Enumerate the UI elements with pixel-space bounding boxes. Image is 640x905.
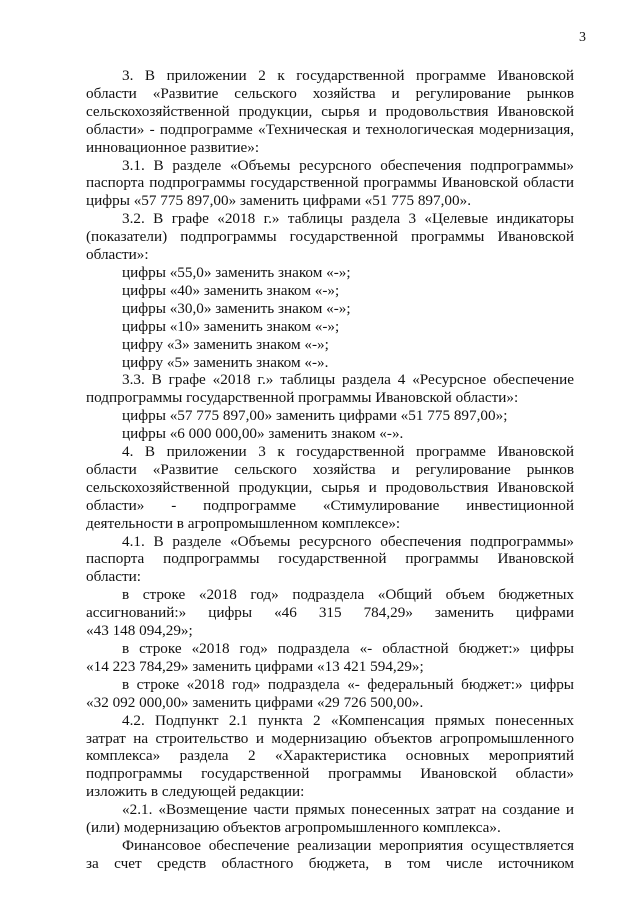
text-line: в строке «2018 год» подраздела «- областной бюджет:» цифры: [122, 640, 574, 657]
text-line: ассигнований:» цифры «46 315 784,29» заменить цифрами: [86, 604, 574, 622]
text-line: 3.2. В графе «2018 г.» таблицы раздела 3 «Целевые индикаторы: [122, 210, 574, 228]
text-line: подпрограммы государственной программы Ивановской области»: [86, 765, 574, 783]
document-body: [86, 67, 574, 873]
text-line: в строке «2018 год» подраздела «- федеральный бюджет:» цифры: [122, 675, 574, 693]
text-line: затрат на строительство и модернизацию объектов агропромышленного: [86, 729, 574, 747]
text-line: 4.1. В разделе «Объемы ресурсного обеспечения подпрограммы»: [122, 532, 574, 550]
text-line: паспорта подпрограммы государственной программы Ивановской области: [86, 174, 574, 192]
text-line: (или) модернизацию объектов агропромышленного комплекса».: [86, 819, 501, 837]
text-line: сельскохозяйственной продукции, сырья и продовольствия Ивановской: [86, 478, 574, 496]
text-line: области» - подпрограмме «Техническая и технологическая модернизация,: [86, 120, 574, 138]
text-line: сельскохозяйственной продукции, сырья и продовольствия Ивановской: [86, 102, 574, 120]
text-line: области «Развитие сельского хозяйства и регулирование рынков: [86, 460, 574, 478]
text-line: подпрограммы государственной программы Ивановской области»:: [86, 389, 519, 407]
text-line: цифры «57 775 897,00» заменить цифрами «51 775 897,00».: [86, 192, 471, 210]
text-line: «2.1. «Возмещение части прямых понесенных затрат на создание и: [122, 801, 574, 819]
text-line: инновационное развитие»:: [86, 138, 260, 156]
text-line: «32 092 000,00» заменить цифрами «29 726 500,00».: [86, 693, 424, 711]
text-line: 4. В приложении 3 к государственной программе Ивановской: [122, 443, 574, 461]
text-line: (показатели) подпрограммы государственной программы Ивановской: [86, 228, 574, 246]
text-line: области:: [86, 568, 141, 586]
text-line: 3.3. В графе «2018 г.» таблицы раздела 4 «Ресурсное обеспечение: [122, 371, 574, 389]
text-line: цифру «5» заменить знаком «-».: [122, 353, 329, 371]
text-line: 3. В приложении 2 к государственной программе Ивановской: [122, 67, 574, 84]
text-line: области «Развитие сельского хозяйства и регулирование рынков: [86, 84, 574, 102]
text-line: области»:: [86, 246, 149, 264]
text-line: цифры «40» заменить знаком «-»;: [122, 281, 340, 299]
text-line: «43 148 094,29»;: [86, 622, 193, 640]
text-line: цифры «6 000 000,00» заменить знаком «-».: [122, 425, 404, 443]
text-line: цифры «10» заменить знаком «-»;: [122, 317, 340, 335]
text-line: области» - подпрограмме «Стимулирование инвестиционной: [86, 496, 574, 514]
text-line: паспорта подпрограммы государственной программы Ивановской: [86, 550, 574, 568]
text-line: деятельности в агропромышленном комплексе»:: [86, 514, 401, 532]
text-line: 3.1. В разделе «Объемы ресурсного обеспечения подпрограммы»: [122, 156, 574, 174]
text-line: изложить в следующей редакции:: [86, 783, 305, 801]
text-line: цифры «55,0» заменить знаком «-»;: [122, 263, 351, 281]
page-number: 3: [579, 30, 586, 45]
text-line: комплекса» раздела 2 «Характеристика основных мероприятий: [86, 747, 574, 765]
text-line: за счет средств областного бюджета, в том числе источником: [86, 854, 574, 872]
text-line: 4.2. Подпункт 2.1 пункта 2 «Компенсация прямых понесенных: [122, 711, 574, 729]
text-line: цифры «57 775 897,00» заменить цифрами «51 775 897,00»;: [122, 407, 508, 425]
text-line: в строке «2018 год» подраздела «Общий объем бюджетных: [122, 586, 574, 604]
text-line: «14 223 784,29» заменить цифрами «13 421 594,29»;: [86, 657, 424, 675]
text-line: цифры «30,0» заменить знаком «-»;: [122, 299, 351, 317]
text-line: Финансовое обеспечение реализации мероприятия осуществляется: [122, 836, 574, 854]
text-line: цифру «3» заменить знаком «-»;: [122, 335, 329, 353]
